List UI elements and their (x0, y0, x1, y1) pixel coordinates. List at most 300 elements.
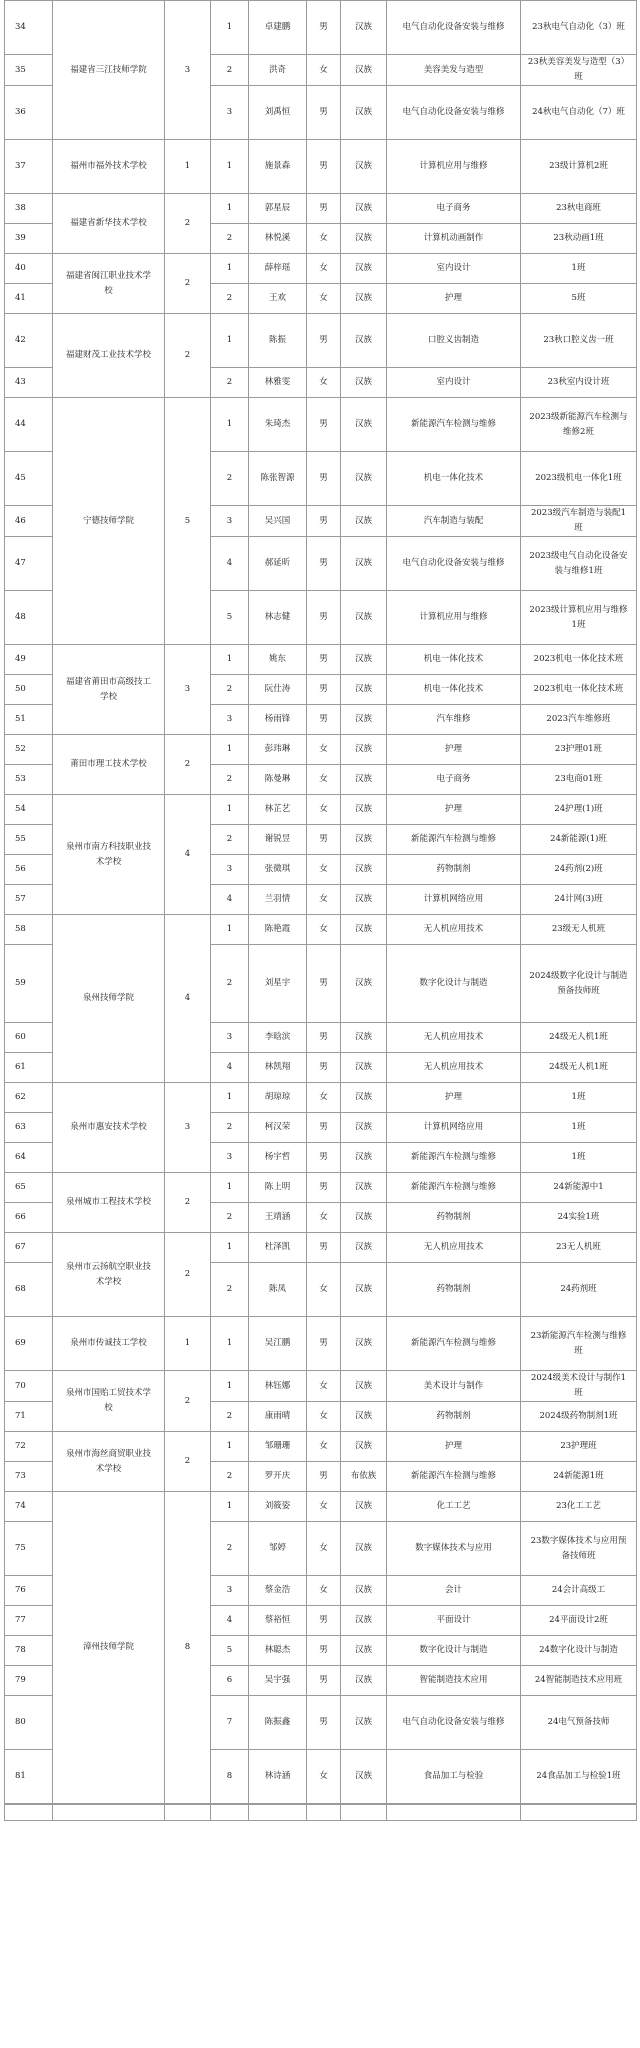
serial-number-cell: 61 (5, 1053, 53, 1083)
ethnicity-cell: 汉族 (341, 1522, 387, 1576)
gender-cell: 男 (307, 1696, 341, 1750)
major-cell: 新能源汽车检测与维修 (387, 1317, 521, 1371)
student-name-cell: 陈曼琳 (249, 765, 307, 795)
serial-number-cell: 47 (5, 537, 53, 591)
ethnicity-cell: 汉族 (341, 140, 387, 194)
class-cell: 2023级计算机应用与维修1班 (521, 591, 637, 645)
major-cell: 会计 (387, 1576, 521, 1606)
serial-number-cell: 78 (5, 1636, 53, 1666)
gender-cell: 男 (307, 675, 341, 705)
school-name-cell: 福建省新华技术学校 (53, 194, 165, 254)
ethnicity-cell: 汉族 (341, 506, 387, 537)
gender-cell: 男 (307, 194, 341, 224)
gender-cell: 男 (307, 1462, 341, 1492)
gender-cell: 女 (307, 224, 341, 254)
table-row (5, 795, 637, 825)
gender-cell: 男 (307, 1636, 341, 1666)
serial-number-cell: 73 (5, 1462, 53, 1492)
row-index-cell: 7 (211, 1696, 249, 1750)
school-count-cell: 2 (165, 735, 211, 795)
gender-cell: 女 (307, 55, 341, 86)
ethnicity-cell: 汉族 (341, 945, 387, 1023)
ethnicity-cell: 汉族 (341, 765, 387, 795)
class-cell: 1班 (521, 1113, 637, 1143)
class-cell: 23无人机班 (521, 1233, 637, 1263)
class-cell: 24会计高级工 (521, 1576, 637, 1606)
student-name-cell: 彭玮琳 (249, 735, 307, 765)
gender-cell: 男 (307, 945, 341, 1023)
major-cell: 数字化设计与制造 (387, 945, 521, 1023)
gender-cell: 男 (307, 1023, 341, 1053)
school-count-cell: 2 (165, 1233, 211, 1317)
gender-cell: 男 (307, 1173, 341, 1203)
class-cell: 2023级汽车制造与装配1班 (521, 506, 637, 537)
class-cell: 23电商01班 (521, 765, 637, 795)
gender-cell: 女 (307, 795, 341, 825)
student-name-cell: 蔡金浩 (249, 1576, 307, 1606)
serial-number-cell: 71 (5, 1402, 53, 1432)
row-index-cell: 2 (211, 55, 249, 86)
serial-number-cell: 51 (5, 705, 53, 735)
gender-cell: 女 (307, 915, 341, 945)
row-index-cell: 5 (211, 1636, 249, 1666)
gender-cell: 女 (307, 1492, 341, 1522)
major-cell: 汽车制造与装配 (387, 506, 521, 537)
major-cell: 无人机应用技术 (387, 915, 521, 945)
student-name-cell: 王欢 (249, 284, 307, 314)
class-cell: 24电气预备技师 (521, 1696, 637, 1750)
serial-number-cell: 66 (5, 1203, 53, 1233)
student-name-cell: 陈振 (249, 314, 307, 368)
gender-cell: 男 (307, 1666, 341, 1696)
ethnicity-cell: 汉族 (341, 55, 387, 86)
student-name-cell: 柯汉荣 (249, 1113, 307, 1143)
gender-cell: 男 (307, 591, 341, 645)
major-cell: 药物制剂 (387, 1263, 521, 1317)
class-cell: 24新能源1班 (521, 1462, 637, 1492)
serial-number-cell: 44 (5, 398, 53, 452)
table-row (5, 314, 637, 368)
school-count-cell: 2 (165, 194, 211, 254)
school-name-cell: 泉州市传诚技工学校 (53, 1317, 165, 1371)
serial-number-cell: 67 (5, 1233, 53, 1263)
major-cell: 机电一体化技术 (387, 675, 521, 705)
ethnicity-cell: 汉族 (341, 398, 387, 452)
gender-cell: 女 (307, 1371, 341, 1402)
school-name-cell: 泉州市云扬航空职业技术学校 (53, 1233, 165, 1317)
student-name-cell: 谢锐昱 (249, 825, 307, 855)
ethnicity-cell: 汉族 (341, 1606, 387, 1636)
serial-number-cell: 77 (5, 1606, 53, 1636)
school-count-cell: 4 (165, 915, 211, 1083)
table-continuation-edge (4, 1804, 637, 1821)
row-index-cell: 5 (211, 591, 249, 645)
major-cell: 汽车维修 (387, 705, 521, 735)
school-count-cell: 3 (165, 1, 211, 140)
serial-number-cell: 43 (5, 368, 53, 398)
school-name-cell: 泉州城市工程技术学校 (53, 1173, 165, 1233)
table-row (5, 735, 637, 765)
table-row (5, 140, 637, 194)
class-cell: 24新能源中1 (521, 1173, 637, 1203)
ethnicity-cell: 汉族 (341, 1233, 387, 1263)
table-row (5, 1233, 637, 1263)
major-cell: 计算机网络应用 (387, 1113, 521, 1143)
major-cell: 室内设计 (387, 254, 521, 284)
major-cell: 新能源汽车检测与维修 (387, 1173, 521, 1203)
major-cell: 新能源汽车检测与维修 (387, 398, 521, 452)
school-name-cell: 福建省闽江职业技术学校 (53, 254, 165, 314)
student-name-cell: 姚东 (249, 645, 307, 675)
student-name-cell: 吴宇强 (249, 1666, 307, 1696)
major-cell: 口腔义齿制造 (387, 314, 521, 368)
row-index-cell: 1 (211, 1233, 249, 1263)
student-name-cell: 王靖涵 (249, 1203, 307, 1233)
gender-cell: 女 (307, 855, 341, 885)
gender-cell: 男 (307, 1, 341, 55)
row-index-cell: 1 (211, 1173, 249, 1203)
student-name-cell: 吴江鹏 (249, 1317, 307, 1371)
gender-cell: 男 (307, 1233, 341, 1263)
class-cell: 23秋室内设计班 (521, 368, 637, 398)
class-cell: 23新能源汽车检测与维修班 (521, 1317, 637, 1371)
class-cell: 24药剂(2)班 (521, 855, 637, 885)
student-name-cell: 朱琦杰 (249, 398, 307, 452)
serial-number-cell: 81 (5, 1750, 53, 1804)
gender-cell: 男 (307, 140, 341, 194)
ethnicity-cell: 汉族 (341, 1023, 387, 1053)
student-name-cell: 杜泽凯 (249, 1233, 307, 1263)
class-cell: 24新能源(1)班 (521, 825, 637, 855)
student-name-cell: 林雅雯 (249, 368, 307, 398)
major-cell: 计算机网络应用 (387, 885, 521, 915)
row-index-cell: 1 (211, 645, 249, 675)
row-index-cell: 1 (211, 1317, 249, 1371)
major-cell: 机电一体化技术 (387, 452, 521, 506)
serial-number-cell: 74 (5, 1492, 53, 1522)
student-name-cell: 林芷艺 (249, 795, 307, 825)
class-cell: 24秋电气自动化（7）班 (521, 86, 637, 140)
gender-cell: 女 (307, 1750, 341, 1804)
student-name-cell: 吴兴国 (249, 506, 307, 537)
serial-number-cell: 53 (5, 765, 53, 795)
class-cell: 23化工工艺 (521, 1492, 637, 1522)
gender-cell: 女 (307, 735, 341, 765)
school-name-cell: 宁德技师学院 (53, 398, 165, 645)
class-cell: 23级计算机2班 (521, 140, 637, 194)
school-name-cell: 泉州市南方科技职业技术学校 (53, 795, 165, 915)
serial-number-cell: 70 (5, 1371, 53, 1402)
gender-cell: 女 (307, 1263, 341, 1317)
major-cell: 药物制剂 (387, 1203, 521, 1233)
school-count-cell: 3 (165, 1083, 211, 1173)
class-cell: 2023级电气自动化设备安装与维修1班 (521, 537, 637, 591)
major-cell: 无人机应用技术 (387, 1053, 521, 1083)
ethnicity-cell: 汉族 (341, 1750, 387, 1804)
major-cell: 药物制剂 (387, 855, 521, 885)
gender-cell: 男 (307, 398, 341, 452)
class-cell: 23秋动画1班 (521, 224, 637, 254)
row-index-cell: 3 (211, 1576, 249, 1606)
row-index-cell: 2 (211, 945, 249, 1023)
major-cell: 护理 (387, 284, 521, 314)
student-name-cell: 刘星宇 (249, 945, 307, 1023)
school-name-cell: 福建省莆田市高级技工学校 (53, 645, 165, 735)
table-row (5, 1, 637, 55)
class-cell: 1班 (521, 1083, 637, 1113)
major-cell: 美术设计与制作 (387, 1371, 521, 1402)
row-index-cell: 3 (211, 1023, 249, 1053)
school-name-cell: 泉州技师学院 (53, 915, 165, 1083)
major-cell: 食品加工与检验 (387, 1750, 521, 1804)
serial-number-cell: 38 (5, 194, 53, 224)
student-name-cell: 蔡裕恒 (249, 1606, 307, 1636)
row-index-cell: 1 (211, 140, 249, 194)
serial-number-cell: 34 (5, 1, 53, 55)
table-row (5, 1492, 637, 1522)
gender-cell: 女 (307, 1203, 341, 1233)
class-cell: 1班 (521, 254, 637, 284)
ethnicity-cell: 汉族 (341, 1053, 387, 1083)
row-index-cell: 6 (211, 1666, 249, 1696)
gender-cell: 女 (307, 885, 341, 915)
row-index-cell: 1 (211, 1371, 249, 1402)
serial-number-cell: 80 (5, 1696, 53, 1750)
major-cell: 化工工艺 (387, 1492, 521, 1522)
class-cell: 24级无人机1班 (521, 1053, 637, 1083)
school-name-cell: 泉州市惠安技术学校 (53, 1083, 165, 1173)
ethnicity-cell: 汉族 (341, 1317, 387, 1371)
serial-number-cell: 57 (5, 885, 53, 915)
serial-number-cell: 35 (5, 55, 53, 86)
student-name-cell: 林钰娜 (249, 1371, 307, 1402)
major-cell: 计算机应用与维修 (387, 591, 521, 645)
major-cell: 新能源汽车检测与维修 (387, 1462, 521, 1492)
serial-number-cell: 79 (5, 1666, 53, 1696)
school-count-cell: 8 (165, 1492, 211, 1804)
serial-number-cell: 54 (5, 795, 53, 825)
gender-cell: 女 (307, 1402, 341, 1432)
student-name-cell: 邹珊珊 (249, 1432, 307, 1462)
ethnicity-cell: 汉族 (341, 1371, 387, 1402)
ethnicity-cell: 汉族 (341, 368, 387, 398)
class-cell: 24平面设计2班 (521, 1606, 637, 1636)
serial-number-cell: 48 (5, 591, 53, 645)
ethnicity-cell: 汉族 (341, 1143, 387, 1173)
class-cell: 23数字媒体技术与应用预备技师班 (521, 1522, 637, 1576)
gender-cell: 男 (307, 705, 341, 735)
serial-number-cell: 41 (5, 284, 53, 314)
class-cell: 24数字化设计与制造 (521, 1636, 637, 1666)
student-name-cell: 陈张智源 (249, 452, 307, 506)
school-count-cell: 2 (165, 1371, 211, 1432)
row-index-cell: 1 (211, 194, 249, 224)
gender-cell: 男 (307, 86, 341, 140)
major-cell: 新能源汽车检测与维修 (387, 825, 521, 855)
table-row (5, 254, 637, 284)
gender-cell: 男 (307, 452, 341, 506)
serial-number-cell: 37 (5, 140, 53, 194)
row-index-cell: 3 (211, 705, 249, 735)
school-name-cell: 泉州市国贻工贸技术学校 (53, 1371, 165, 1432)
row-index-cell: 2 (211, 224, 249, 254)
school-count-cell: 3 (165, 645, 211, 735)
gender-cell: 男 (307, 645, 341, 675)
row-index-cell: 1 (211, 1432, 249, 1462)
class-cell: 23级无人机班 (521, 915, 637, 945)
major-cell: 药物制剂 (387, 1402, 521, 1432)
row-index-cell: 2 (211, 452, 249, 506)
student-name-cell: 陈上明 (249, 1173, 307, 1203)
student-name-cell: 杨宇哲 (249, 1143, 307, 1173)
gender-cell: 女 (307, 284, 341, 314)
ethnicity-cell: 汉族 (341, 645, 387, 675)
class-cell: 2023机电一体化技术班 (521, 645, 637, 675)
serial-number-cell: 49 (5, 645, 53, 675)
ethnicity-cell: 汉族 (341, 1083, 387, 1113)
student-name-cell: 罗开庆 (249, 1462, 307, 1492)
school-count-cell: 2 (165, 254, 211, 314)
student-name-cell: 胡琼琼 (249, 1083, 307, 1113)
table-row (5, 1317, 637, 1371)
row-index-cell: 3 (211, 855, 249, 885)
ethnicity-cell: 汉族 (341, 795, 387, 825)
row-index-cell: 2 (211, 1113, 249, 1143)
class-cell: 24食品加工与检验1班 (521, 1750, 637, 1804)
row-index-cell: 2 (211, 1402, 249, 1432)
row-index-cell: 1 (211, 398, 249, 452)
major-cell: 护理 (387, 735, 521, 765)
student-name-cell: 陈艳霞 (249, 915, 307, 945)
student-name-cell: 林聪杰 (249, 1636, 307, 1666)
student-name-cell: 郭星辰 (249, 194, 307, 224)
table-row (5, 1173, 637, 1203)
gender-cell: 男 (307, 1053, 341, 1083)
row-index-cell: 1 (211, 1492, 249, 1522)
serial-number-cell: 59 (5, 945, 53, 1023)
ethnicity-cell: 汉族 (341, 1, 387, 55)
gender-cell: 女 (307, 1576, 341, 1606)
student-name-cell: 杨雨锋 (249, 705, 307, 735)
major-cell: 无人机应用技术 (387, 1023, 521, 1053)
class-cell: 23秋电商班 (521, 194, 637, 224)
row-index-cell: 2 (211, 1522, 249, 1576)
school-count-cell: 1 (165, 140, 211, 194)
serial-number-cell: 62 (5, 1083, 53, 1113)
class-cell: 24药剂班 (521, 1263, 637, 1317)
serial-number-cell: 42 (5, 314, 53, 368)
ethnicity-cell: 汉族 (341, 314, 387, 368)
ethnicity-cell: 汉族 (341, 284, 387, 314)
row-index-cell: 4 (211, 537, 249, 591)
student-name-cell: 兰羽情 (249, 885, 307, 915)
row-index-cell: 2 (211, 368, 249, 398)
ethnicity-cell: 汉族 (341, 825, 387, 855)
row-index-cell: 3 (211, 86, 249, 140)
class-cell: 1班 (521, 1143, 637, 1173)
serial-number-cell: 50 (5, 675, 53, 705)
student-name-cell: 阮仕涛 (249, 675, 307, 705)
table-row (5, 645, 637, 675)
row-index-cell: 4 (211, 885, 249, 915)
ethnicity-cell: 汉族 (341, 705, 387, 735)
major-cell: 电子商务 (387, 765, 521, 795)
serial-number-cell: 60 (5, 1023, 53, 1053)
ethnicity-cell: 汉族 (341, 452, 387, 506)
serial-number-cell: 56 (5, 855, 53, 885)
student-name-cell: 林诗涵 (249, 1750, 307, 1804)
ethnicity-cell: 汉族 (341, 915, 387, 945)
ethnicity-cell: 汉族 (341, 1696, 387, 1750)
student-name-cell: 薛梓瑶 (249, 254, 307, 284)
row-index-cell: 8 (211, 1750, 249, 1804)
row-index-cell: 2 (211, 1203, 249, 1233)
gender-cell: 男 (307, 506, 341, 537)
serial-number-cell: 72 (5, 1432, 53, 1462)
ethnicity-cell: 汉族 (341, 254, 387, 284)
ethnicity-cell: 汉族 (341, 675, 387, 705)
class-cell: 2024级药物制剂1班 (521, 1402, 637, 1432)
table-row (5, 1432, 637, 1462)
major-cell: 电气自动化设备安装与维修 (387, 86, 521, 140)
class-cell: 24智能制造技术应用班 (521, 1666, 637, 1696)
serial-number-cell: 52 (5, 735, 53, 765)
serial-number-cell: 36 (5, 86, 53, 140)
school-name-cell: 莆田市理工技术学校 (53, 735, 165, 795)
row-index-cell: 2 (211, 284, 249, 314)
gender-cell: 男 (307, 1143, 341, 1173)
student-name-cell: 刘筱姿 (249, 1492, 307, 1522)
serial-number-cell: 39 (5, 224, 53, 254)
row-index-cell: 2 (211, 1263, 249, 1317)
class-cell: 23秋电气自动化（3）班 (521, 1, 637, 55)
ethnicity-cell: 汉族 (341, 194, 387, 224)
ethnicity-cell: 布依族 (341, 1462, 387, 1492)
major-cell: 电气自动化设备安装与维修 (387, 1696, 521, 1750)
ethnicity-cell: 汉族 (341, 1636, 387, 1666)
serial-number-cell: 40 (5, 254, 53, 284)
gender-cell: 男 (307, 1113, 341, 1143)
row-index-cell: 2 (211, 765, 249, 795)
serial-number-cell: 45 (5, 452, 53, 506)
ethnicity-cell: 汉族 (341, 1576, 387, 1606)
row-index-cell: 1 (211, 314, 249, 368)
class-cell: 2023机电一体化技术班 (521, 675, 637, 705)
school-count-cell: 2 (165, 1173, 211, 1233)
gender-cell: 女 (307, 1083, 341, 1113)
row-index-cell: 1 (211, 1, 249, 55)
major-cell: 计算机应用与维修 (387, 140, 521, 194)
school-count-cell: 1 (165, 1317, 211, 1371)
ethnicity-cell: 汉族 (341, 885, 387, 915)
gender-cell: 女 (307, 1432, 341, 1462)
student-name-cell: 邹婷 (249, 1522, 307, 1576)
gender-cell: 男 (307, 825, 341, 855)
student-name-cell: 郝延昕 (249, 537, 307, 591)
ethnicity-cell: 汉族 (341, 735, 387, 765)
major-cell: 机电一体化技术 (387, 645, 521, 675)
ethnicity-cell: 汉族 (341, 1263, 387, 1317)
row-index-cell: 1 (211, 795, 249, 825)
serial-number-cell: 46 (5, 506, 53, 537)
major-cell: 平面设计 (387, 1606, 521, 1636)
school-name-cell: 福建省三江技师学院 (53, 1, 165, 140)
school-count-cell: 2 (165, 1432, 211, 1492)
ethnicity-cell: 汉族 (341, 224, 387, 254)
ethnicity-cell: 汉族 (341, 1432, 387, 1462)
gender-cell: 女 (307, 765, 341, 795)
school-count-cell: 5 (165, 398, 211, 645)
